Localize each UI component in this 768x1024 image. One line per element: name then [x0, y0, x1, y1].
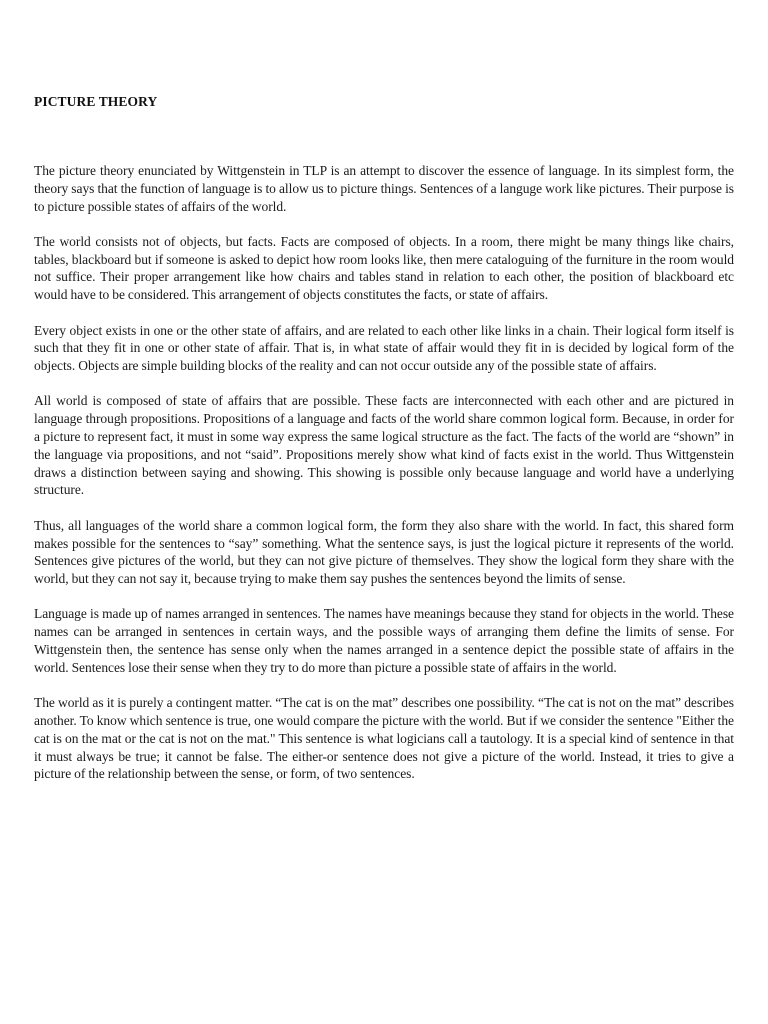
- paragraph-6: Language is made up of names arranged in sentences. The names have meanings because they stand for objects in the world. These names can be arranged in sentences in certain ways, and the possible ways of arranging them define the limits of sense. For Wittgenstein then, the sentence has sense only when the names arranged in a sentence depict the possible state of affairs in the world. Sentences lose their sense when they try to do more than picture a possible state of affairs in the world.: [34, 606, 734, 675]
- paragraph-2: The world consists not of objects, but facts. Facts are composed of objects. In a room, there might be many things like chairs, tables, blackboard but if someone is asked to depict how room looks like, then mere cataloguing of the furniture in the room would not suffice. Their proper arrangement like how chairs and tables stand in relation to each other, the position of blackboard etc would have to be considered. This arrangement of objects constitutes the facts, or state of affairs.: [34, 233, 734, 303]
- paragraph-5: Thus, all languages of the world share a common logical form, the form they also share with the world. In fact, this shared form makes possible for the sentences to “say” something. What the sentence says, is just the logical picture it represents of the world. Sentences give pictures of the world, but they can not give picture of themselves. They show the logical form they share with the world, but they can not say it, because trying to make them say pushes the sentences beyond the limits of sense.: [34, 517, 734, 587]
- paragraph-1: The picture theory enunciated by Wittgenstein in TLP is an attempt to discover the essence of language. In its simplest form, the theory says that the function of language is to allow us to picture things. Sentences of a languge work like pictures. Their purpose is to picture possible states of affairs of the world.: [34, 163, 734, 214]
- paragraph-4: All world is composed of state of affairs that are possible. These facts are interconnected with each other and are pictured in language through propositions. Propositions of a language and facts of the world share common logical form. Because, in order for a picture to represent fact, it must in some way express the same logical structure as the fact. The facts of the world are “shown” in the language via propositions, and not “said”. Propositions merely show what kind of facts exist in the world. Thus Wittgenstein draws a distinction between saying and showing. This showing is possible only because language and world have a underlying structure.: [34, 393, 734, 498]
- document-body: [34, 162, 734, 801]
- document-title: PICTURE THEORY: [34, 94, 158, 109]
- paragraph-7: The world as it is purely a contingent matter. “The cat is on the mat” describes one possibility. “The cat is not on the mat” describes another. To know which sentence is true, one would compare the picture with the world. But if we consider the sentence "Either the cat is on the mat or the cat is not on the mat." This sentence is what logicians call a tautology. It is a special kind of sentence in that it must always be true; it cannot be false. The either-or sentence does not give a picture of the world. Instead, it tries to give a picture of the relationship between the sense, or form, of two sentences.: [34, 695, 734, 782]
- paragraph-3: Every object exists in one or the other state of affairs, and are related to each other like links in a chain. Their logical form itself is such that they fit in one or other state of affair. That is, in what state of affair would they fit in is decided by logical form of the objects. Objects are simple building blocks of the reality and can not occur outside any of the possible state of affairs.: [34, 322, 734, 374]
